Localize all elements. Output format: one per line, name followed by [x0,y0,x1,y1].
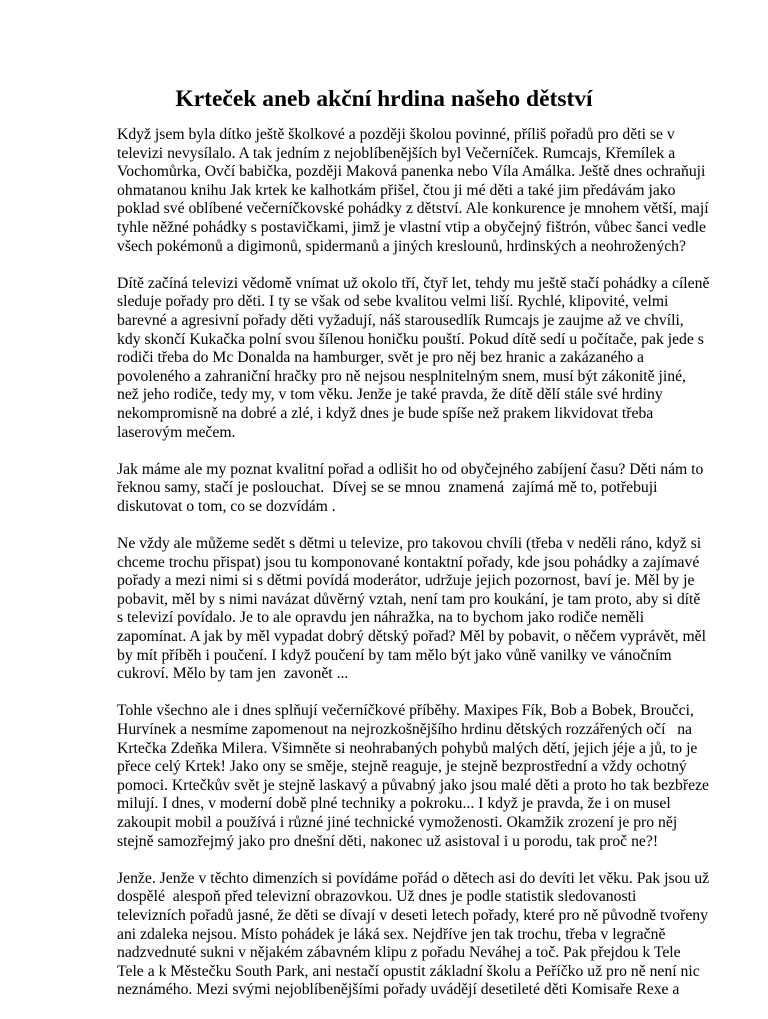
paragraph-line: nekompromisně na dobré a zlé, i když dnes je bude spíše než prakem likvidovat třeba [117,404,654,422]
paragraph-line: Jenže. Jenže v těchto dimenzích si povídáme pořád o dětech asi do devíti let věku. Pak jsou už [117,869,710,887]
paragraph-line: povoleného a zahraniční hračky pro ně nejsou nesplnitelným snem, musí být zákonitě jiné, [117,367,686,385]
paragraph [117,460,704,517]
paragraph-line: nadzvednuté sukni v nějakém zábavném klipu z pořadu Neváhej a toč. Pak přejdou k Tele [117,944,681,962]
paragraph-line: cukroví. Mělo by tam jen zavonět ... [117,665,349,683]
document-body [117,126,710,1019]
paragraph [117,126,709,256]
paragraph-line: zakoupit mobil a používá i různé jiné technické vymoženosti. Okamžik zrození je pro něj [117,813,678,831]
paragraph-line: rodiči třeba do Mc Donalda na hamburger, svět je pro něj bez hranic a zakázaného a [117,349,644,367]
paragraph-line: diskutovat o tom, co se dozvídám . [117,497,336,515]
paragraph-line: Vochomůrka, Ovčí babička, později Maková panenka nebo Víla Amálka. Ještě dnes ochraňuji [117,163,706,181]
paragraph [117,274,710,442]
paragraph-line: přece celý Krtek! Jako ony se směje, stejně reaguje, je stejně bezprostřední a vždy ochotný [117,758,687,776]
paragraph-line: Jak máme ale my poznat kvalitní pořad a odlišit ho od obyčejného zabíjení času? Děti nám to [117,460,704,478]
paragraph-line: sleduje pořady pro děti. I ty se však od sebe kvalitou velmi liší. Rychlé, klipovité, velmi [117,293,669,311]
paragraph-line: Krtečka Zdeňka Milera. Všimněte si neohrabaných pohybů malých dětí, jejich jéje a jů, to je [117,739,698,757]
paragraph-line: kdy skončí Kukačka polní svou šílenou honičku pouští. Pokud dítě sedí u počítače, pak jede s [117,330,704,348]
paragraph [117,869,710,1000]
paragraph-line: stejně samozřejmý jako pro dnešní děti, nakonec už asistoval i u porodu, tak proč ne?! [117,832,659,850]
paragraph [117,535,706,684]
paragraph-line: televizi nevysílalo. A tak jedním z nejoblíbenějších byl Večerníček. Rumcajs, Křemílek a [117,144,676,162]
paragraph-line: Tohle všechno ale i dnes splňují večerníčkové příběhy. Maxipes Fík, Bob a Bobek, Broučci, [117,702,694,720]
paragraph-line: zapomínat. A jak by měl vypadat dobrý dětský pořad? Měl by pobavit, o něčem vyprávět, měl [117,628,706,646]
paragraph-line: televizních pořadů jasné, že děti se dívají v deseti letech pořady, které pro ně původně tvořeny [117,906,708,924]
paragraph-line: pořady a mezi nimi si s dětmi povídá moderátor, udržuje jejich pozornost, baví je. Měl by je [117,572,695,590]
paragraph-line: barevné a agresivní pořady děti vyžadují, náš starousedlík Rumcajs je zaujme až ve chvíli, [117,311,684,329]
paragraph-line: ohmatanou knihu Jak krtek ke kalhotkám přišel, čtou ji mé děti a také jim předávám jako [117,181,676,199]
paragraph-line: laserovým mečem. [117,423,236,441]
paragraph-line: pomoci. Krtečkův svět je stejně laskavý a půvabný jako jsou malé děti a proto ho tak bezbřeze [117,776,710,794]
paragraph-line: milují. I dnes, v moderní době plné techniky a pokroku... I když je pravda, že i on musel [117,795,671,813]
paragraph-line: Ne vždy ale můžeme sedět s dětmi u televize, pro takovou chvíli (třeba v neděli ráno, když si [117,535,702,553]
paragraph-line: chceme trochu přispat) jsou tu komponované kontaktní pořady, kde jsou pohádky a zajímavé [117,553,700,571]
paragraph-line: neznámého. Mezi svými nejoblíbenějšími pořady uvádějí desetileté děti Komisaře Rexe a [117,981,680,999]
paragraph-line: dospělé alespoň před televizní obrazovkou. Už dnes je podle statistik sledovanosti [117,888,637,906]
paragraph-line: Hurvínek a nesmíme zapomenout na nejrozkošnějšího hrdinu dětských rozzářených očí na [117,721,693,738]
paragraph-line: by mít příběh i poučení. I když poučení by tam mělo být jako vůně vanilky ve vánočním [117,646,672,664]
paragraph-line: poklad své oblíbené večerníčkovské pohádky z dětství. Ale konkurence je mnohem větší, mají [117,200,709,218]
paragraph-line: než jeho rodiče, tedy my, v tom věku. Jenže je také pravda, že dítě dělí stále své hrdiny [117,386,663,404]
paragraph-line: s televizí povídalo. Je to ale opravdu jen náhražka, na to bychom jako rodiče neměli [117,609,645,627]
paragraph-line: všech pokémonů a digimonů, spidermanů a jiných kreslounů, hrdinských a neohrožených? [117,237,686,255]
paragraph-line: Tele a k Městečku South Park, ani nestačí opustit základní školu a Peříčko už pro ně není nic [117,962,700,980]
paragraph-line: pobavit, měl by s nimi navázat důvěrný vztah, není tam pro koukání, je tam proto, aby si dítě [117,590,701,608]
paragraph-line: řeknou samy, stačí je poslouchat. Dívej se se mnou znamená zajímá mě to, potřebuji [117,479,658,497]
paragraph-line: ani zdaleka nejsou. Místo pohádek je láká sex. Nejdříve jen tak trochu, třeba v legračně [117,925,666,943]
paragraph-line: Když jsem byla dítko ještě školkové a později školou povinné, příliš pořadů pro děti se v [117,126,675,143]
document-title: Krteček aneb akční hrdina našeho dětství [175,86,593,112]
paragraph-line: Dítě začíná televizi vědomě vnímat už okolo tří, čtyř let, tehdy mu ještě stačí pohádky a cíleně [117,274,710,292]
paragraph-line: tyhle něžné pohádky s postavičkami, jimž je vlastní vtip a obyčejný fištrón, vůbec šanci vedle [117,218,706,236]
paragraph [117,702,710,851]
